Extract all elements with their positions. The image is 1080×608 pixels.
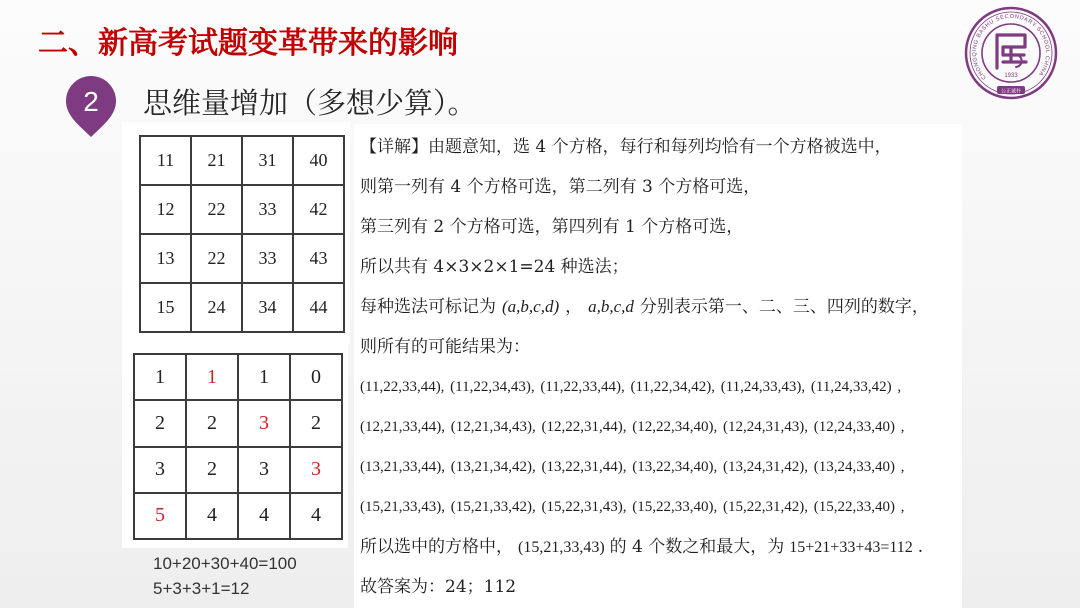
section-heading: 思维量增加（多想少算）。 <box>143 86 477 120</box>
calculation-line: 5+3+3+1=12 <box>153 579 250 598</box>
table-row <box>134 354 342 400</box>
grid-cell: 0 <box>290 354 342 400</box>
grid-cell: 2 <box>290 400 342 446</box>
grid-cell: 44 <box>293 283 344 332</box>
grid-cell: 33 <box>242 234 293 283</box>
solution-line-intro: 【详解】由题意知，选 4 个方格，每行和每列均恰有一个方格被选中， <box>360 137 892 157</box>
notation-tuple: (a,b,c,d) <box>502 297 560 316</box>
conclusion-tuple: (15,21,33,43) <box>518 539 605 556</box>
solution-line-column-choices: 则第一列有 4 个方格可选，第二列有 3 个方格可选， <box>360 177 761 197</box>
digit-grid-table <box>133 353 343 540</box>
grid-cell: 2 <box>186 447 238 493</box>
grid-cell: 5 <box>134 493 186 539</box>
grid-cell: 3 <box>238 447 290 493</box>
table-row <box>140 234 344 283</box>
result-tuples-line: (12,21,33,44), (12,21,34,43), (12,22,31,44), (12,22,34,40), (12,24,31,43), (12,24,33,40) , <box>360 419 905 435</box>
solution-line-answer: 故答案为：24；112 <box>360 577 517 597</box>
table-row <box>134 493 342 539</box>
grid-cell: 34 <box>242 283 293 332</box>
conclusion-sum: 15+21+33+43=112 <box>789 539 913 556</box>
solution-line-notation <box>360 287 929 327</box>
solution-line-column-choices: 第三列有 2 个方格可选，第四列有 1 个方格可选， <box>360 217 744 237</box>
table-row <box>140 185 344 234</box>
grid-cell: 42 <box>293 185 344 234</box>
grid-cell: 3 <box>290 447 342 493</box>
logo-ring-text-path: CHONGQING BASHU SECONDARY SCHOOL CHINA <box>971 13 1051 81</box>
grid-cell: 3 <box>238 400 290 446</box>
solution-line-conclusion <box>360 527 929 567</box>
grid-cell: 2 <box>186 400 238 446</box>
notation-text: ， <box>565 297 583 317</box>
notation-text: 分别表示第一、二、三、四列的数字， <box>639 297 929 317</box>
result-tuples-line: (13,21,33,44), (13,21,34,42), (13,22,31,44), (13,22,34,40), (13,24,31,42), (13,24,33,40) , <box>360 459 905 475</box>
solution-image-panel <box>354 124 962 608</box>
grid-cell: 21 <box>191 136 242 185</box>
grid-cell: 1 <box>134 354 186 400</box>
result-tuples-line: (15,21,33,43), (15,21,33,42), (15,22,31,43), (15,22,33,40), (15,22,31,42), (15,22,33,40) , <box>360 499 905 515</box>
solution-line-results-label: 则所有的可能结果为： <box>360 337 530 357</box>
calculation-line: 10+20+30+40=100 <box>153 554 297 573</box>
solution-line-total: 所以共有 4×3×2×1=24 种选法； <box>360 257 629 277</box>
grid-cell: 13 <box>140 234 191 283</box>
table-row <box>134 447 342 493</box>
grid-cell: 24 <box>191 283 242 332</box>
grid-cell: 22 <box>191 234 242 283</box>
grid-cell: 31 <box>242 136 293 185</box>
number-grid-table <box>139 135 345 333</box>
solution-text <box>360 127 929 607</box>
table-row <box>140 283 344 332</box>
slide-title: 二、新高考试题变革带来的影响 <box>38 26 458 61</box>
conclusion-text: 的 4 个数之和最大，为 <box>609 537 785 557</box>
grid-cell: 22 <box>191 185 242 234</box>
grid-cell: 43 <box>293 234 344 283</box>
table-row <box>134 400 342 446</box>
grid-cell: 4 <box>186 493 238 539</box>
grid-cell: 40 <box>293 136 344 185</box>
grid-cell: 4 <box>290 493 342 539</box>
badge-number: 2 <box>83 86 99 117</box>
logo-year: 1933 <box>1004 73 1018 79</box>
conclusion-text: 所以选中的方格中， <box>360 537 513 557</box>
conclusion-period: . <box>917 537 924 557</box>
logo-motto: 公正诚朴 <box>1000 88 1022 95</box>
sum-calculations <box>153 551 297 601</box>
table-row <box>140 136 344 185</box>
school-logo <box>964 6 1058 100</box>
grid-cell: 4 <box>238 493 290 539</box>
notation-variables: a,b,c,d <box>588 297 634 316</box>
number-badge <box>64 75 118 139</box>
grid-cell: 12 <box>140 185 191 234</box>
grid-cell: 1 <box>238 354 290 400</box>
notation-text: 每种选法可标记为 <box>360 297 496 317</box>
result-tuples-line: (11,22,33,44), (11,22,34,43), (11,22,33,44), (11,22,34,42), (11,24,33,43), (11,24,33,42) , <box>360 379 902 395</box>
grid-cell: 2 <box>134 400 186 446</box>
grid-cell: 3 <box>134 447 186 493</box>
grid-cell: 11 <box>140 136 191 185</box>
grid-cell: 33 <box>242 185 293 234</box>
grid-cell: 1 <box>186 354 238 400</box>
grid-cell: 15 <box>140 283 191 332</box>
